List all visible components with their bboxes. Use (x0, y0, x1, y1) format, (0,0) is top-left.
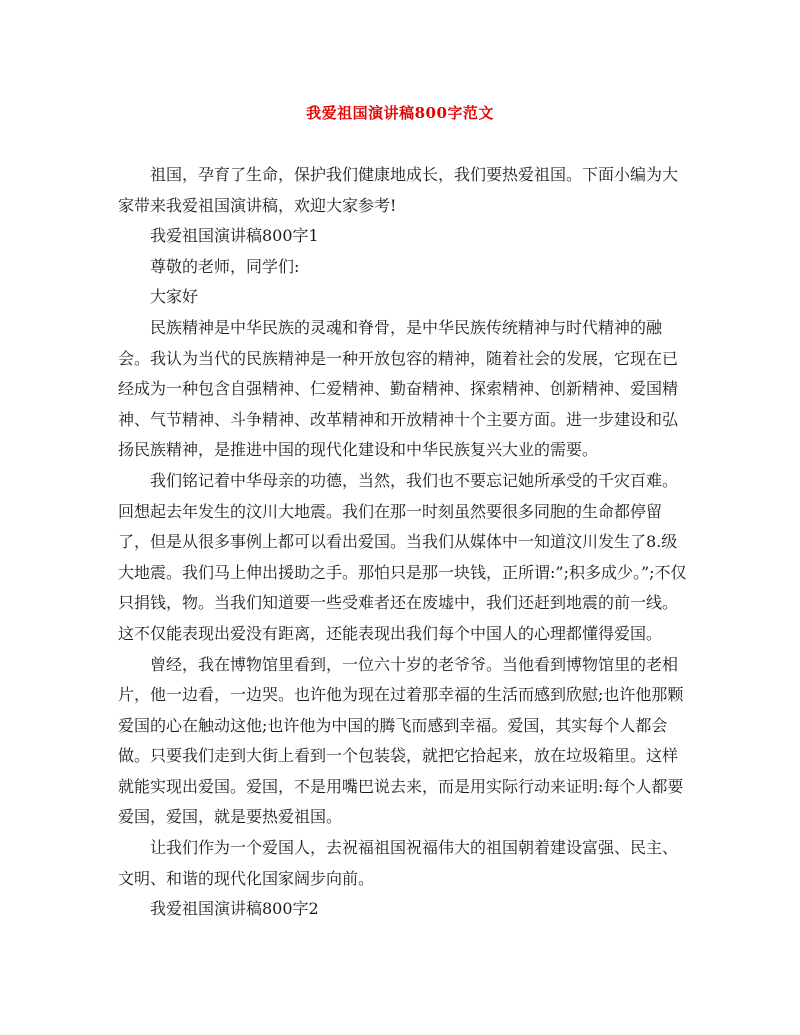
document-title: 我爱祖国演讲稿800字范文 (306, 104, 494, 122)
greeting: 大家好 (150, 287, 199, 307)
section-heading-1: 我爱祖国演讲稿800字1 (150, 226, 319, 246)
paragraph-intro: 祖国，孕育了生命，保护我们健康地成长，我们要热爱祖国。下面小编为大家带来我爱祖国演讲稿，欢迎大家参考! (118, 165, 679, 215)
paragraph-closing: 让我们作为一个爱国人，去祝福祖国祝福伟大的祖国朝着建设富强、民主、文明、和谐的现代化国家阔步向前。 (118, 838, 679, 888)
salutation: 尊敬的老师，同学们: (150, 256, 300, 276)
paragraph-earthquake: 我们铭记着中华母亲的功德，当然，我们也不要忘记她所承受的千灾百难。回想起去年发生的汶川大地震。我们在那一时刻虽然要很多同胞的生命都停留了，但是从很多事例上都可以看出爱国。当我们从媒体中一知道汶川发生了8.级大地震。我们马上伸出援助之手。那怕只是那一块钱，正所谓:”;积多成少。”;不仅只捐钱，物。当我们知道要一些受难者还在废墟中，我们还赶到地震的前一线。这不仅能表现出爱没有距离，还能表现出我们每个中国人的心理都懂得爱国。 (118, 470, 687, 643)
paragraph-national-spirit: 民族精神是中华民族的灵魂和脊骨，是中华民族传统精神与时代精神的融会。我认为当代的民族精神是一种开放包容的精神，随着社会的发展，它现在已经成为一种包含自强精神、仁爱精神、勤奋精神、探索精神、创新精神、爱国精神、气节精神、斗争精神、改革精神和开放精神十个主要方面。进一步建设和弘扬民族精神，是推进中国的现代化建设和中华民族复兴大业的需要。 (118, 317, 679, 460)
paragraph-museum: 曾经，我在博物馆里看到，一位六十岁的老爷爷。当他看到博物馆里的老相片，他一边看，一边哭。也许他为现在过着那幸福的生活而感到欣慰;也许他那颗爱国的心在触动这他;也许他为中国的腾飞而感到幸福。爱国，其实每个人都会做。只要我们走到大街上看到一个包装袋，就把它拾起来，放在垃圾箱里。这样就能实现出爱国。爱国，不是用嘴巴说去来，而是用实际行动来证明:每个人都要爱国，爱国，就是要热爱祖国。 (118, 654, 684, 827)
document-body (118, 160, 688, 925)
section-heading-2: 我爱祖国演讲稿800字2 (150, 899, 319, 919)
